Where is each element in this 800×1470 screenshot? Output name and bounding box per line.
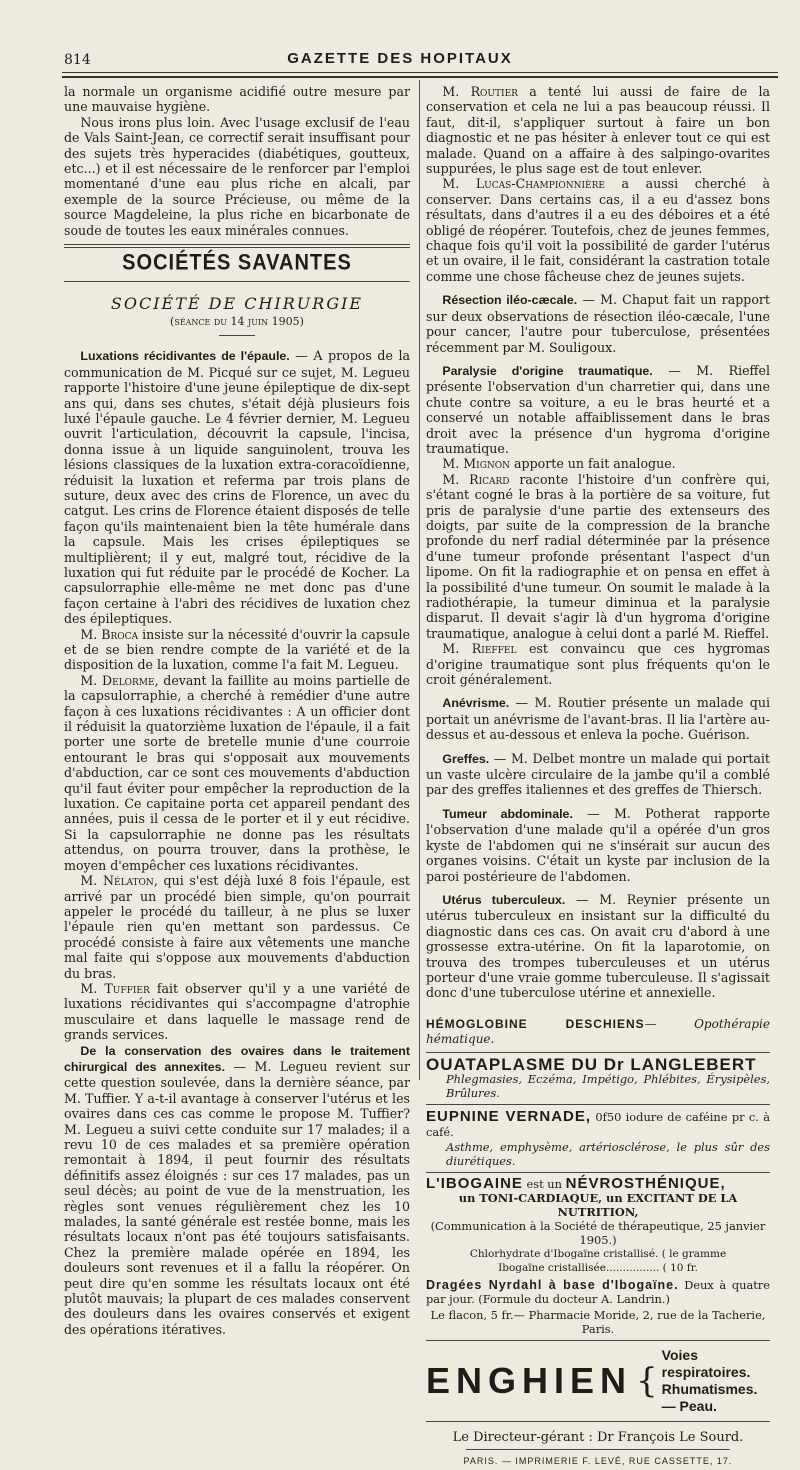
article-heading: De la conservation des ovaires dans le traitement chirurgical des annexites. <box>64 1043 410 1074</box>
ad-title: ENGHIEN <box>426 1359 633 1401</box>
article-heading: Paralysie d'origine traumatique. <box>442 363 653 378</box>
speaker-name: M. Ricard <box>442 471 510 487</box>
article-text: raconte l'histoire d'un confrère qui, s'étant cogné le bras à la portière de sa voiture, fut pris de paralysie d'une partie des extenseurs des doigts, par suite de la compression de la branche profonde du nerf radial déterminée par la présence d'une tumeur profonde présentant l'aspect d'un lipome. On fit la radiographie et on pensa en effet à la possibilité d'une tumeur. On soumit le malade à la radiothérapie, la tumeur diminua et la paralysie disparut. Il devait s'agir là d'un hygroma d'origine traumatique, analogue à celui dont a parlé M. Rieffel. <box>426 471 771 641</box>
article-heading: Tumeur abdominale. <box>442 806 573 821</box>
speaker-name: M. Delorme <box>80 672 155 688</box>
speaker-name: M. Broca <box>80 626 139 642</box>
ad-text: Chlorhydrate d'Ibogaïne cristallisé. ( le gramme <box>469 1247 727 1260</box>
speaker-name: M. Routier <box>442 84 518 99</box>
header-rule-thick <box>62 76 778 78</box>
ad-text: Le flacon, 5 fr.— Pharmacie Moride, 2, rue de la Tacherie, Paris. <box>430 1307 766 1336</box>
advertisements <box>426 1017 770 1470</box>
ad-hemoglobine <box>426 1017 770 1048</box>
article-heading: Luxations récidivantes de l'épaule. <box>80 349 290 364</box>
section-separator <box>64 244 410 248</box>
article-heading: Anévrisme. <box>442 696 510 711</box>
speaker-name: M. Lucas-Championnière <box>442 176 605 192</box>
ad-title: EUPNINE VERNADE, <box>426 1107 592 1125</box>
ad-title: Dragées Nyrdahl à base d'Ibogaïne. <box>426 1277 679 1292</box>
short-rule <box>219 335 255 336</box>
ad-lines <box>662 1347 770 1415</box>
article-text: — M. Chaput fait un rapport sur deux observations de résection iléo-cæcale, l'une pour cancer, l'autre pour tuberculose, présentées récemment par M. Souligoux. <box>426 292 770 355</box>
paragraph <box>426 472 770 641</box>
section-title: SOCIÉTÉS SAVANTES <box>122 250 352 276</box>
brace: { <box>636 1360 658 1401</box>
article-text: , qui s'est déjà luxé 8 fois l'épaule, est arrivé par un procédé bien simple, qu'on pourrait appeler le procédé du tailleur, à ne plus se luxer l'épaule rien qu'en mettant son pardessus. Ce procédé consiste à faire aux vêtements une manche mal faite qui s'oppose aux mouvements d'abduction du bras. <box>64 873 410 981</box>
ad-text: Rhumatismes. — Peau. <box>661 1380 758 1414</box>
paragraph-tumeur <box>426 806 770 884</box>
article-text: — M. Routier présente un malade qui portait un anévrisme de l'avant-bras. Il lia l'artère au-dessus et au-dessous et enleva la poche. Guérison. <box>426 695 770 743</box>
ad-title: L'IBOGAINE <box>426 1174 523 1192</box>
running-title: GAZETTE DES HOPITAUX <box>287 50 513 67</box>
speaker-name: M. Nélaton <box>80 873 154 889</box>
article-text: — M. Reynier présente un utérus tuberculeux en insistant sur la difficulté du diagnostic dans ces cas. On avait cru d'abord à une grossesse extra-utérine. On fit la laparotomie, on trouva des trompes tuberculeuses et un utérus porteur d'une vraie gomme tuberculeuse. Il s'agissait donc d'une tuberculose utérine et annexielle. <box>426 891 770 1001</box>
ad-dose: 0f50 iodure de caféine pr c. à café. <box>426 1109 770 1140</box>
director-line: Le Directeur-gérant : Dr François Le Sourd. <box>452 1429 744 1445</box>
ad-rule <box>426 1052 770 1053</box>
paragraph-ovaires <box>64 1043 410 1338</box>
ad-ouataplasme <box>426 1054 770 1100</box>
printer-line: PARIS. — IMPRIMERIE F. LEVÉ, RUE CASSETTE, 17. <box>463 1456 733 1467</box>
ad-title-2: NÉVROSTHÉNIQUE, <box>565 1174 726 1192</box>
speaker-name: M. Tuffier <box>80 980 150 996</box>
paragraph: la normale un organisme acidifié outre mesure par une mauvaise hygiène. <box>64 84 410 115</box>
page-number: 814 <box>64 52 91 68</box>
article-text: — M. Delbet montre un malade qui portait un vaste ulcère circulaire de la jambe qu'il a comblé par des greffes italiennes et des greffes de Thiersch. <box>426 750 770 798</box>
ad-rule <box>426 1172 770 1173</box>
paragraph-paralysie <box>426 363 770 456</box>
paragraph-resection <box>426 292 770 355</box>
paragraph <box>64 873 410 981</box>
article-heading: Greffes. <box>442 751 490 766</box>
paragraph-greffes <box>426 751 770 798</box>
paragraph <box>64 981 410 1043</box>
paragraph-anevrisme <box>426 695 770 742</box>
ad-subtitle: Phlegmasies, Eczéma, Impétigo, Phlébites, Érysipèles, Brûlures. <box>446 1071 770 1100</box>
ad-text: (Communication à la Société de thérapeutique, 25 janvier 1905.) <box>430 1218 766 1247</box>
column-separator <box>419 80 420 1080</box>
paragraph-uterus <box>426 892 770 1001</box>
article-heading: Utérus tuberculeux. <box>442 892 566 907</box>
paragraph <box>426 456 770 471</box>
header-rule <box>62 72 778 73</box>
ad-title: HÉMOGLOBINE DESCHIENS <box>426 1016 645 1031</box>
ad-enghien <box>426 1347 770 1415</box>
article-text: , devant la faillite au moins partielle de la capsulorraphie, a cherché à remédier d'une autre façon à ces luxations récidivantes : A un officier dont il réduisit la quatorzième luxation de l'épaule, il a fait porter une sorte de bretelle munie d'une courroie entourant le bras qui s'opposait aux mouvements d'abduction, car ce sont ces mouvements d'abduction qu'il faut éviter pour empêcher la reproduction de la luxation. Ce capitaine porta cet appareil pendant des années, puis il cessa de le porter et il y eut récidive. Si la capsulorraphie ne donne pas les résultats attendus, on pourra trouver, dans la prothèse, le moyen d'empêcher ces luxations récidivantes. <box>64 672 410 873</box>
ad-rule <box>466 1449 730 1450</box>
left-column <box>64 84 410 1337</box>
right-column <box>426 84 770 1470</box>
ad-subtitle: — Opothérapie hématique. <box>426 1016 770 1047</box>
society-title: SOCIÉTÉ DE CHIRURGIE <box>110 294 364 314</box>
article-text: a tenté lui aussi de faire de la conservation et cela ne lui a pas beaucoup réussi. Il faut, dit-il, s'appliquer surtout à faire un bon diagnostic et ne pas hésiter à enlever tout ce qui est malade. Quand on a affaire à des salpingo-ovarites suppurées, le plus sage est de tout enlever. <box>426 84 770 177</box>
article-text: apporte un fait analogue. <box>510 456 676 472</box>
ad-eupnine <box>426 1109 770 1168</box>
seance-date: (séance du 14 juin 1905) <box>170 314 304 328</box>
paragraph <box>64 673 410 873</box>
ad-ibogaine <box>426 1174 770 1336</box>
section-rule <box>64 281 410 282</box>
article-text: — M. Rieffel présente l'observation d'un charretier qui, dans une chute contre sa voiture, a eu le bras heurté et a conservé un notable affaiblissement dans le bras droit avec la présence d'un hygroma d'origine traumatique. <box>426 362 770 456</box>
article-text: a aussi cherché à conserver. Dans certains cas, il a eu d'assez bons résultats, dans d'autres il a eu des déboires et a été obligé de réopérer. Toutefois, chez de jeunes femmes, chaque fois qu'il voit la possibilité de garder l'utérus et un ovaire, il le fait, considérant la castration totale comme une chose fâcheuse chez de jeunes sujets. <box>426 176 770 284</box>
paragraph <box>426 176 770 284</box>
ad-text: Ibogaïne cristallisée................ ( 10 fr. <box>498 1261 698 1274</box>
paragraph: Nous irons plus loin. Avec l'usage exclusif de l'eau de Vals Saint-Jean, ce correctif serait insuffisant pour des sujets très hyperacides (diabétiques, goutteux, etc...) et il est nécessaire de le renforcer par l'emploi momentané d'une eau plus riche en alcali, par exemple de la source Précieuse, ou même de la source Magdeleine, la plus riche en bicarbonate de soude de toutes les eaux minérales connues. <box>64 114 410 238</box>
speaker-name: M. Rieffel <box>442 641 517 657</box>
ad-rule <box>426 1340 770 1341</box>
ad-text: est un <box>522 1176 566 1191</box>
ad-text: Voies respiratoires. <box>661 1346 751 1380</box>
article-text: insiste sur la nécessité d'ouvrir la capsule et de se bien rendre compte de la variété et de la disposition de la luxation, comme l'a fait M. Legueu. <box>64 626 410 673</box>
article-text: est convaincu que ces hygromas d'origine traumatique sont plus fréquents qu'on le croit généralement. <box>426 641 771 688</box>
speaker-name: M. Mignon <box>442 456 511 472</box>
ad-subtitle: Asthme, emphysème, artériosclérose, le plus sûr des diurétiques. <box>446 1139 770 1168</box>
ad-text: un TONI-CARDIAQUE, un EXCITANT DE LA NUTRITION, <box>458 1190 738 1219</box>
ad-rule <box>426 1421 770 1422</box>
article-text: — M. Potherat rapporte l'observation d'une malade qu'il a opérée d'un gros kyste de l'abdomen qui ne s'insérait sur aucun des organes voisins. C'était un kyste par inclusion de la paroi postérieure de l'abdomen. <box>426 805 770 884</box>
ad-rule <box>426 1104 770 1105</box>
paragraph <box>64 627 410 673</box>
article-text: fait observer qu'il y a une variété de luxations récidivantes qui s'accompagne d'atrophie musculaire et dans laquelle le massage rend de grands services. <box>64 980 411 1043</box>
paragraph <box>426 641 770 687</box>
ad-text: Deux à quatre par jour. (Formule du docteur A. Landrin.) <box>426 1277 770 1306</box>
ad-title: OUATAPLASME DU Dr LANGLEBERT <box>426 1054 757 1074</box>
article-text: — M. Legueu revient sur cette question soulevée, dans la dernière séance, par M. Tuffier. Y a-t-il avantage à conserver l'utérus et les ovaires dans ces cas comme le propose M. Tuffier? M. Legueu a suivi cette conduite sur 17 malades; il a revu 10 de ces malades et sa première opération remontait à 1894, il peut fournir des résultats définitifs assez éloignés : sur ces 17 malades, pas un seul décès; au point de vue de la menstruation, les règles sont venues régulièrement chez les 10 malades, la santé générale est restée bonne, mais les résultats locaux n'ont pas été toujours satisfaisants. Chez la première malade opérée en 1894, les douleurs sont revenues et il a fallu la réopérer. On peut dire qu'en somme les résultats locaux ont été plutôt mauvais; la plupart de ces malades conservent des douleurs dans les ovaires conservés et exigent des opérations itératives. <box>64 1058 410 1337</box>
paragraph <box>426 84 770 176</box>
article-text: — A propos de la communication de M. Picqué sur ce sujet, M. Legueu rapporte l'histoire d'une jeune épileptique de dix-sept ans qui, dans ses chutes, s'était déjà plusieurs fois luxé l'épaule gauche. Le 4 février dernier, M. Legueu ouvrit l'articulation, découvrit la capsule, l'incisa, donna issue à un liquide sanguinolent, trouva les lésions classiques de la luxation extra-coracoïdienne, réduisit la luxation et referma par trois plans de suture, deux avec des crins de Florence, un avec du catgut. Les crins de Florence étaient disposés de telle façon qu'ils maintenaient bien la tête humérale dans la capsule. Mais les crises épileptiques se multiplièrent; il y eut, malgré tout, récidive de la luxation qui fut réduite par le procédé de Kocher. La capsulorraphie elle-même ne met donc pas d'une façon certaine à l'abri des récidives de luxation chez des épileptiques. <box>64 348 410 627</box>
article-heading: Résection iléo-cæcale. <box>442 293 578 308</box>
paragraph-luxations <box>64 348 410 626</box>
